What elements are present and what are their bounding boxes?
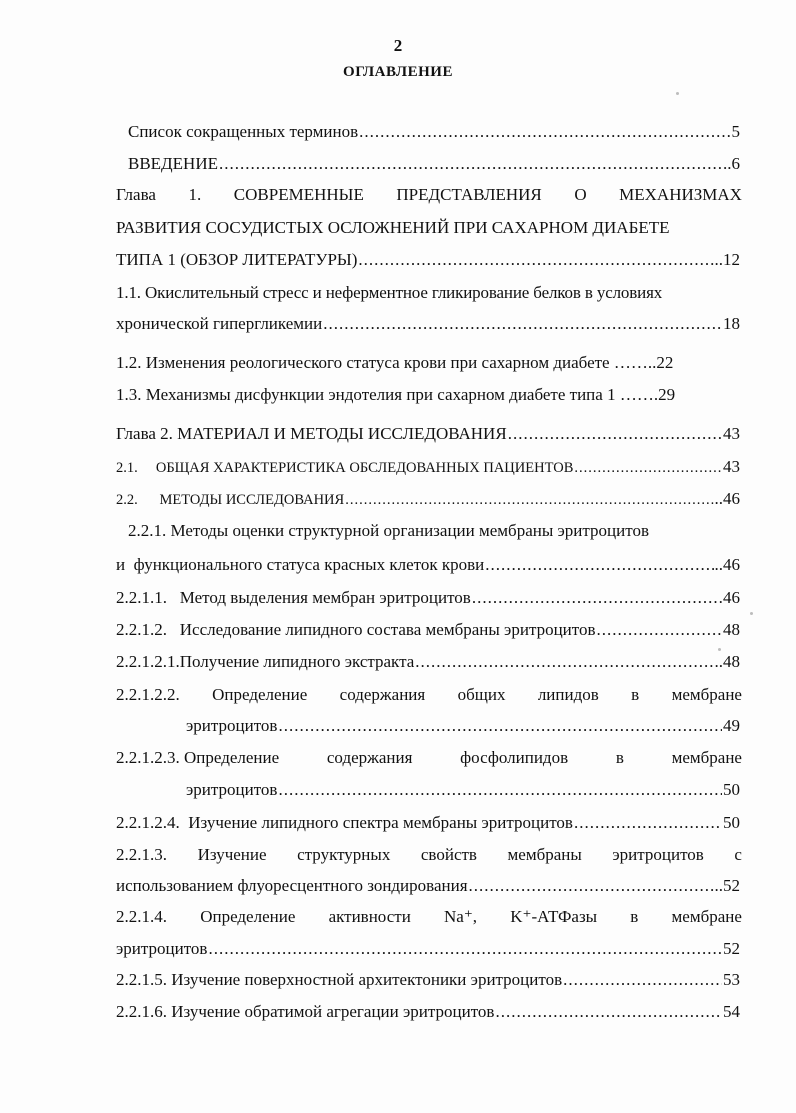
- dot-leader: [563, 970, 722, 990]
- dot-leader: [597, 620, 722, 640]
- toc-page-number: ……..22: [613, 353, 674, 372]
- scan-artifact: [718, 648, 721, 651]
- page-title: ОГЛАВЛЕНИЕ: [343, 64, 453, 80]
- toc-entry-abbreviations[interactable]: [128, 122, 740, 142]
- toc-entry-1-2[interactable]: [116, 353, 673, 373]
- dot-leader: [508, 424, 722, 444]
- toc-entry-text: хронической гипергликемии: [116, 314, 323, 333]
- toc-entry-2-2-1-2[interactable]: [116, 620, 740, 640]
- dot-leader: [345, 490, 713, 510]
- toc-entry-text: 2.2.1.2.4. Изучение липидного спектра мембраны эритроцитов: [116, 813, 573, 832]
- toc-entry-text: Список сокращенных терминов: [128, 122, 359, 141]
- toc-entry-text: 2.2.1.5. Изучение поверхностной архитектоники эритроцитов: [116, 970, 563, 989]
- toc-page-number: ..46: [714, 555, 740, 574]
- toc-entry-text: эритроцитов: [116, 939, 208, 958]
- toc-entry-text: 2.2. МЕТОДЫ ИССЛЕДОВАНИЯ: [116, 492, 345, 508]
- toc-entry-line: [116, 250, 740, 270]
- toc-entry-line: [186, 780, 740, 800]
- toc-entry-2-2-1-5[interactable]: [116, 970, 740, 990]
- toc-entry-line: [116, 314, 740, 334]
- dot-leader: [415, 652, 713, 672]
- toc-entry-line: РАЗВИТИЯ СОСУДИСТЫХ ОСЛОЖНЕНИЙ ПРИ САХАРНОМ ДИАБЕТЕ: [116, 218, 670, 237]
- toc-entry-line: [116, 555, 740, 575]
- toc-entry-text: ВВЕДЕНИЕ: [128, 154, 218, 173]
- toc-entry-text: 2.2.1.6. Изучение обратимой агрегации эритроцитов: [116, 1002, 495, 1021]
- toc-entry-line: 2.2.1.3. Изучение структурных свойств мембраны эритроцитов с: [116, 845, 742, 864]
- toc-entry-2-2-1-2-4[interactable]: [116, 813, 740, 833]
- dot-leader: [472, 588, 722, 608]
- dot-leader: [574, 458, 722, 478]
- toc-page-number: 54: [723, 1002, 740, 1021]
- toc-entry-2-2-1-6[interactable]: [116, 1002, 740, 1022]
- toc-entry-2-2-1-2-1[interactable]: [116, 652, 740, 672]
- toc-entry-text: 2.1. ОБЩАЯ ХАРАКТЕРИСТИКА ОБСЛЕДОВАННЫХ ПАЦИЕНТОВ: [116, 460, 574, 476]
- toc-entry-2-2-1-1[interactable]: [116, 588, 740, 608]
- toc-page-number: 5: [731, 122, 740, 141]
- dot-leader: [208, 939, 722, 959]
- toc-entry-line: 1.1. Окислительный стресс и неферментное гликирование белков в условиях: [116, 283, 663, 302]
- scan-artifact: [676, 92, 679, 95]
- toc-page-number: ..6: [723, 154, 740, 173]
- dot-leader: [358, 250, 713, 270]
- toc-page-number: ..46: [714, 489, 740, 508]
- page-number: 2: [393, 36, 403, 55]
- toc-page-number: 46: [723, 588, 740, 607]
- toc-entry-introduction[interactable]: [128, 154, 740, 174]
- toc-page-number: 49: [723, 716, 740, 735]
- dot-leader: [359, 122, 730, 142]
- toc-page-number: 53: [723, 970, 740, 989]
- toc-entry-text: Глава 2. МАТЕРИАЛ И МЕТОДЫ ИССЛЕДОВАНИЯ: [116, 424, 507, 443]
- dot-leader: [219, 154, 722, 174]
- toc-entry-line: 2.2.1.2.3. Определение содержания фосфолипидов в мембране: [116, 748, 742, 767]
- toc-entry-2-2[interactable]: [116, 489, 740, 510]
- toc-entry-line: [116, 876, 740, 896]
- toc-page-number: …….29: [619, 385, 676, 404]
- toc-entry-line: 2.2.1. Методы оценки структурной организации мембраны эритроцитов: [128, 521, 649, 540]
- toc-entry-text: 1.2. Изменения реологического статуса крови при сахарном диабете: [116, 353, 610, 372]
- toc-page-number: 50: [723, 813, 740, 832]
- toc-page-number: 18: [723, 314, 740, 333]
- dot-leader: [278, 780, 722, 800]
- toc-entry-1-3[interactable]: [116, 385, 675, 405]
- toc-entry-text: эритроцитов: [186, 780, 278, 799]
- dot-leader: [469, 876, 714, 896]
- dot-leader: [574, 813, 722, 833]
- toc-page-number: ..48: [714, 652, 740, 671]
- dot-leader: [485, 555, 713, 575]
- toc-page-number: 43: [723, 457, 740, 476]
- toc-entry-text: 2.2.1.2.1.Получение липидного экстракта: [116, 652, 415, 671]
- toc-entry-line: Глава 1. СОВРЕМЕННЫЕ ПРЕДСТАВЛЕНИЯ О МЕХАНИЗМАХ: [116, 185, 742, 204]
- toc-entry-text: и функционального статуса красных клеток крови: [116, 555, 485, 574]
- toc-entry-line: 2.2.1.2.2. Определение содержания общих липидов в мембране: [116, 685, 742, 704]
- dot-leader: [495, 1002, 722, 1022]
- toc-page-number: 48: [723, 620, 740, 639]
- toc-page-number: 43: [723, 424, 740, 443]
- toc-entry-text: использованием флуоресцентного зондирования: [116, 876, 468, 895]
- toc-entry-text: 2.2.1.2. Исследование липидного состава мембраны эритроцитов: [116, 620, 596, 639]
- toc-page-number: 50: [723, 780, 740, 799]
- toc-page-number: ..52: [714, 876, 740, 895]
- toc-entry-line: [186, 716, 740, 736]
- scan-artifact: [750, 612, 753, 615]
- toc-entry-text: эритроцитов: [186, 716, 278, 735]
- toc-entry-2-1[interactable]: [116, 457, 740, 478]
- toc-entry-text: ТИПА 1 (ОБЗОР ЛИТЕРАТУРЫ): [116, 250, 358, 269]
- toc-page-number: ..12: [714, 250, 740, 269]
- toc-page-number: 52: [723, 939, 740, 958]
- toc-entry-text: 2.2.1.1. Метод выделения мембран эритроцитов: [116, 588, 471, 607]
- dot-leader: [323, 314, 722, 334]
- toc-entry-line: [116, 939, 740, 959]
- toc-entry-text: 1.3. Механизмы дисфункции эндотелия при сахарном диабете типа 1: [116, 385, 616, 404]
- toc-entry-line: 2.2.1.4. Определение активности Na⁺, K⁺-АТФазы в мембране: [116, 907, 742, 926]
- dot-leader: [278, 716, 722, 736]
- toc-entry-chapter-2[interactable]: [116, 424, 740, 444]
